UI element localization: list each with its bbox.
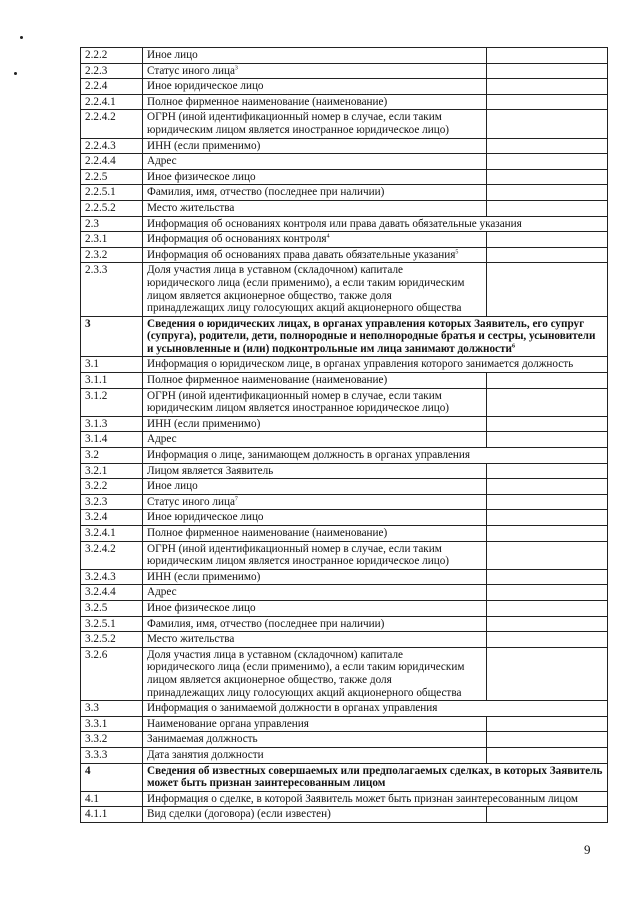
table-row xyxy=(81,154,608,170)
row-number: 2.2.2 xyxy=(81,48,143,64)
value-cell[interactable] xyxy=(487,600,608,616)
table-row xyxy=(81,232,608,248)
table-row xyxy=(81,185,608,201)
row-label xyxy=(143,494,487,510)
value-cell[interactable] xyxy=(487,63,608,79)
table-row xyxy=(81,616,608,632)
row-label xyxy=(143,216,608,232)
table-row xyxy=(81,541,608,569)
row-number: 3.2.4.3 xyxy=(81,569,143,585)
table-row xyxy=(81,316,608,357)
row-label xyxy=(143,48,487,64)
row-number: 2.2.5 xyxy=(81,169,143,185)
value-cell[interactable] xyxy=(487,185,608,201)
table-row xyxy=(81,388,608,416)
row-number: 3.2.1 xyxy=(81,463,143,479)
row-number: 2.2.3 xyxy=(81,63,143,79)
row-label xyxy=(143,763,608,791)
table-row xyxy=(81,373,608,389)
value-cell[interactable] xyxy=(487,232,608,248)
row-label xyxy=(143,154,487,170)
row-label xyxy=(143,373,487,389)
table-row xyxy=(81,494,608,510)
value-cell[interactable] xyxy=(487,732,608,748)
value-cell[interactable] xyxy=(487,716,608,732)
row-label-text: Адрес xyxy=(147,586,177,599)
table-row xyxy=(81,600,608,616)
row-label-text: ИНН (если применимо) xyxy=(147,417,261,430)
table-row xyxy=(81,732,608,748)
row-label xyxy=(143,448,608,464)
row-number: 2.2.5.2 xyxy=(81,200,143,216)
row-label-text: Иное физическое лицо xyxy=(147,601,256,614)
table-row xyxy=(81,48,608,64)
row-number: 2.3.1 xyxy=(81,232,143,248)
row-label xyxy=(143,247,487,263)
table-row xyxy=(81,110,608,138)
row-label-text: Информация об основаниях контроля или права давать обязательные указания xyxy=(147,217,522,230)
table-row xyxy=(81,747,608,763)
table-row xyxy=(81,200,608,216)
row-label xyxy=(143,463,487,479)
row-label xyxy=(143,432,487,448)
row-label-text: ОГРН (иной идентификационный номер в случае, если таким юридическим лицом является иностранное юридическое лицо) xyxy=(147,542,450,568)
row-label xyxy=(143,716,487,732)
table-row xyxy=(81,585,608,601)
row-label-text: Информация о сделке, в которой Заявитель может быть признан заинтересованным лицом xyxy=(147,792,578,805)
scan-speck xyxy=(20,36,23,39)
row-number: 3.1.1 xyxy=(81,373,143,389)
row-label-text: Фамилия, имя, отчество (последнее при наличии) xyxy=(147,617,385,630)
row-label xyxy=(143,541,487,569)
row-label-text: Статус иного лица xyxy=(147,64,235,77)
row-label xyxy=(143,232,487,248)
table-row xyxy=(81,357,608,373)
value-cell[interactable] xyxy=(487,247,608,263)
row-label xyxy=(143,185,487,201)
value-cell[interactable] xyxy=(487,479,608,495)
row-label-text: Место жительства xyxy=(147,633,235,646)
form-table xyxy=(80,47,608,823)
row-label-text: ОГРН (иной идентификационный номер в случае, если таким юридическим лицом является иностранное юридическое лицо) xyxy=(147,111,450,136)
value-cell[interactable] xyxy=(487,373,608,389)
table-row xyxy=(81,79,608,95)
row-number: 3.2.4.1 xyxy=(81,526,143,542)
row-label-text: Информация об основаниях контроля xyxy=(147,233,327,246)
row-label xyxy=(143,510,487,526)
table-row xyxy=(81,647,608,700)
row-label xyxy=(143,63,487,79)
row-number: 3.2.2 xyxy=(81,479,143,495)
row-number: 2.2.5.1 xyxy=(81,185,143,201)
row-label xyxy=(143,569,487,585)
value-cell[interactable] xyxy=(487,200,608,216)
value-cell[interactable] xyxy=(487,747,608,763)
table-row xyxy=(81,479,608,495)
row-number: 2.2.4 xyxy=(81,79,143,95)
row-label xyxy=(143,647,487,700)
row-number: 3.1.4 xyxy=(81,432,143,448)
row-label xyxy=(143,732,487,748)
value-cell[interactable] xyxy=(487,94,608,110)
row-number: 2.2.4.3 xyxy=(81,138,143,154)
table-row xyxy=(81,448,608,464)
row-number: 3.2.4.2 xyxy=(81,541,143,569)
row-label-text: Полное фирменное наименование (наименование) xyxy=(147,95,388,108)
row-number: 2.3.3 xyxy=(81,263,143,316)
value-cell[interactable] xyxy=(487,585,608,601)
row-label xyxy=(143,357,608,373)
value-cell[interactable] xyxy=(487,569,608,585)
row-number: 3.2.6 xyxy=(81,647,143,700)
row-label-text: Иное юридическое лицо xyxy=(147,511,264,524)
value-cell[interactable] xyxy=(487,169,608,185)
table-row xyxy=(81,526,608,542)
row-label xyxy=(143,701,608,717)
row-label-text: Адрес xyxy=(147,433,177,446)
value-cell[interactable] xyxy=(487,79,608,95)
row-number: 3.3.3 xyxy=(81,747,143,763)
row-label-text: Место жительства xyxy=(147,201,235,214)
table-row xyxy=(81,632,608,648)
row-number: 3.1 xyxy=(81,357,143,373)
row-label-text: Доля участия лица в уставном (складочном) капитале юридического лица (если применимо), а если таким юридическим лицом является акционерное общество, также доля принадлежащих лицу голосующих акций акционерного общества xyxy=(147,648,465,699)
table-row xyxy=(81,432,608,448)
table-row xyxy=(81,791,608,807)
row-label xyxy=(143,316,608,357)
row-label xyxy=(143,79,487,95)
table-row xyxy=(81,94,608,110)
row-label-text: Сведения о юридических лицах, в органах управления которых Заявитель, его супруг (супруга), родители, дети, полнородные и неполнородные братья и сестры, усыновители и усыновленные и (или) подконтрольные им лица занимают должности xyxy=(147,317,596,355)
value-cell[interactable] xyxy=(487,632,608,648)
footnote-mark: 5 xyxy=(455,248,459,255)
table-row xyxy=(81,138,608,154)
row-number: 2.3 xyxy=(81,216,143,232)
table-row xyxy=(81,216,608,232)
value-cell[interactable] xyxy=(487,432,608,448)
row-label xyxy=(143,110,487,138)
row-number: 4 xyxy=(81,763,143,791)
row-number: 3.2.5.2 xyxy=(81,632,143,648)
row-label xyxy=(143,807,487,823)
table-row xyxy=(81,416,608,432)
row-label xyxy=(143,138,487,154)
row-label-text: Сведения об известных совершаемых или предполагаемых сделках, в которых Заявитель может быть признан заинтересованным лицом xyxy=(147,764,603,790)
value-cell[interactable] xyxy=(487,263,608,316)
row-label xyxy=(143,600,487,616)
row-label-text: Доля участия лица в уставном (складочном) капитале юридического лица (если применимо), а если таким юридическим лицом является акционерное общество, также доля принадлежащих лицу голосующих акций акционерного общества xyxy=(147,264,465,315)
row-number: 4.1 xyxy=(81,791,143,807)
row-number: 3.2.4 xyxy=(81,510,143,526)
table-row xyxy=(81,569,608,585)
row-label-text: Иное лицо xyxy=(147,49,198,61)
row-label xyxy=(143,616,487,632)
row-label xyxy=(143,169,487,185)
row-label-text: Наименование органа управления xyxy=(147,717,309,730)
value-cell[interactable] xyxy=(487,510,608,526)
row-number: 2.3.2 xyxy=(81,247,143,263)
table-row xyxy=(81,263,608,316)
footnote-mark: 3 xyxy=(234,64,238,71)
footnote-mark: 7 xyxy=(234,496,238,503)
row-label xyxy=(143,94,487,110)
row-label-text: Информация о лице, занимающем должность в органах управления xyxy=(147,449,471,462)
row-label xyxy=(143,416,487,432)
row-label-text: Информация о юридическом лице, в органах управления которого занимается должность xyxy=(147,358,574,371)
value-cell[interactable] xyxy=(487,388,608,416)
row-label-text: Иное физическое лицо xyxy=(147,170,256,183)
page-number: 9 xyxy=(584,842,591,857)
row-number: 3.2 xyxy=(81,448,143,464)
row-number: 3.3.2 xyxy=(81,732,143,748)
value-cell[interactable] xyxy=(487,647,608,700)
value-cell[interactable] xyxy=(487,526,608,542)
value-cell[interactable] xyxy=(487,807,608,823)
row-label-text: Лицом является Заявитель xyxy=(147,464,274,477)
table-row xyxy=(81,701,608,717)
row-label-text: Адрес xyxy=(147,155,177,168)
table-row xyxy=(81,63,608,79)
table-row xyxy=(81,463,608,479)
value-cell[interactable] xyxy=(487,154,608,170)
footnote-mark: 6 xyxy=(511,343,515,350)
row-label xyxy=(143,479,487,495)
row-label-text: Полное фирменное наименование (наименование) xyxy=(147,527,388,539)
row-number: 2.2.4.4 xyxy=(81,154,143,170)
value-cell[interactable] xyxy=(487,138,608,154)
row-label-text: Полное фирменное наименование (наименование) xyxy=(147,374,388,387)
row-label-text: Статус иного лица xyxy=(147,495,235,508)
scan-speck xyxy=(14,72,17,75)
row-number: 3.2.5.1 xyxy=(81,616,143,632)
row-number: 3.2.3 xyxy=(81,494,143,510)
row-label xyxy=(143,585,487,601)
row-label-text: Иное юридическое лицо xyxy=(147,80,264,93)
row-label xyxy=(143,791,608,807)
value-cell[interactable] xyxy=(487,541,608,569)
row-label xyxy=(143,263,487,316)
value-cell[interactable] xyxy=(487,463,608,479)
row-number: 3.2.5 xyxy=(81,600,143,616)
row-label xyxy=(143,632,487,648)
row-number: 3.2.4.4 xyxy=(81,585,143,601)
table-row xyxy=(81,169,608,185)
row-number: 4.1.1 xyxy=(81,807,143,823)
row-label xyxy=(143,526,487,542)
row-label-text: ОГРН (иной идентификационный номер в случае, если таким юридическим лицом является иностранное юридическое лицо) xyxy=(147,389,450,415)
row-label-text: Дата занятия должности xyxy=(147,748,264,761)
table-row xyxy=(81,247,608,263)
row-label-text: Вид сделки (договора) (если известен) xyxy=(147,808,331,821)
row-label xyxy=(143,200,487,216)
row-number: 2.2.4.2 xyxy=(81,110,143,138)
row-label-text: Информация об основаниях права давать обязательные указания xyxy=(147,248,456,261)
row-number: 3 xyxy=(81,316,143,357)
row-label xyxy=(143,747,487,763)
row-label-text: ИНН (если применимо) xyxy=(147,570,261,583)
row-number: 3.1.2 xyxy=(81,388,143,416)
table-row xyxy=(81,510,608,526)
row-label-text: Информация о занимаемой должности в органах управления xyxy=(147,702,438,715)
table-row xyxy=(81,807,608,823)
row-label-text: Фамилия, имя, отчество (последнее при наличии) xyxy=(147,186,385,199)
value-cell[interactable] xyxy=(487,110,608,138)
row-number: 3.1.3 xyxy=(81,416,143,432)
value-cell[interactable] xyxy=(487,48,608,64)
value-cell[interactable] xyxy=(487,616,608,632)
row-label-text: ИНН (если применимо) xyxy=(147,139,261,152)
row-label xyxy=(143,388,487,416)
table-row xyxy=(81,763,608,791)
row-number: 3.3 xyxy=(81,701,143,717)
row-label-text: Занимаемая должность xyxy=(147,733,258,746)
table-row xyxy=(81,716,608,732)
row-number: 2.2.4.1 xyxy=(81,94,143,110)
footnote-mark: 4 xyxy=(326,233,330,240)
value-cell[interactable] xyxy=(487,416,608,432)
row-number: 3.3.1 xyxy=(81,716,143,732)
value-cell[interactable] xyxy=(487,494,608,510)
row-label-text: Иное лицо xyxy=(147,480,198,493)
